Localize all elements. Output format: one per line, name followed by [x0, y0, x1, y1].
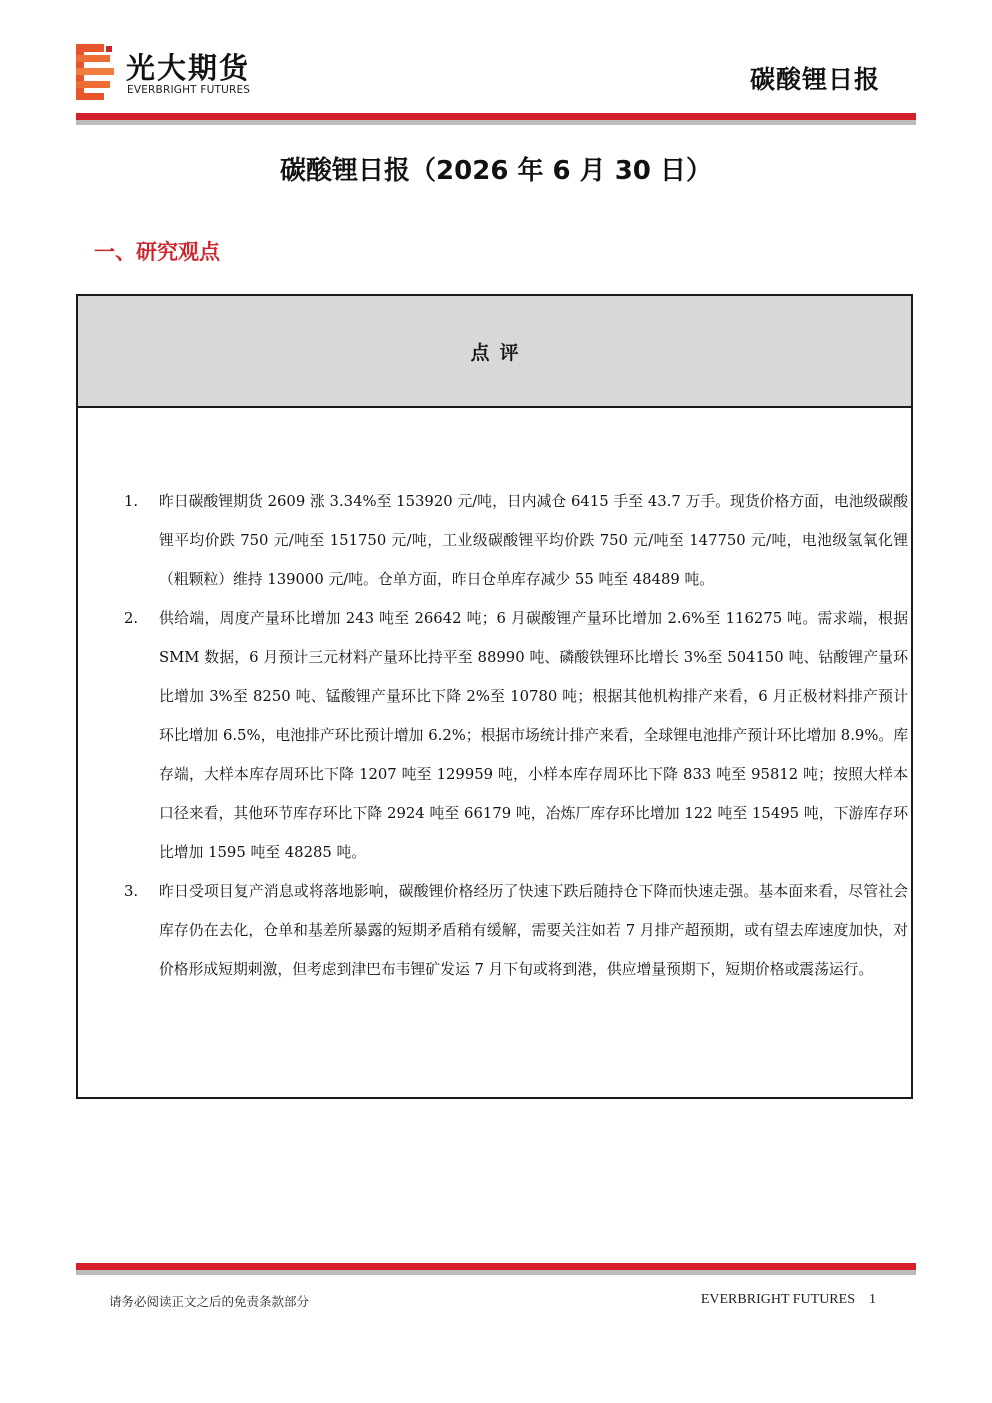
- list-item: [122, 482, 908, 599]
- commentary-box-title: 点评: [470, 341, 529, 364]
- commentary-list: [122, 482, 908, 989]
- brand-logo: [76, 44, 286, 100]
- section-heading: 一、研究观点: [94, 240, 220, 264]
- list-item-number: 2.: [124, 610, 139, 627]
- everbright-logo-icon: [76, 44, 116, 100]
- logo-english-name: EVERBRIGHT FUTURES: [127, 84, 251, 96]
- list-item-text: 昨日受项目复产消息或将落地影响，碳酸锂价格经历了快速下跌后随持仓下降而快速走强。基本面来看，尽管社会库存仍在去化，仓单和基差所暴露的短期矛盾稍有缓解，需要关注如若 7 月排产超预期，或有望去库速度加快，对价格形成短期刺激，但考虑到津巴布韦锂矿发运 7 月下旬或将到港，供应增量预期下，短期价格或震荡运行。: [159, 883, 908, 978]
- footer-brand: EVERBRIGHT FUTURES: [700, 1292, 855, 1307]
- footer-divider: [76, 1263, 916, 1275]
- list-item-number: 1.: [124, 493, 139, 510]
- header-divider: [76, 113, 916, 125]
- page-title: 碳酸锂日报（2026 年 6 月 30 日）: [280, 156, 712, 186]
- report-type-title: 碳酸锂日报: [749, 65, 880, 94]
- page-number: 1: [869, 1292, 876, 1307]
- list-item-text: 昨日碳酸锂期货 2609 涨 3.34%至 153920 元/吨，日内减仓 6415 手至 43.7 万手。现货价格方面，电池级碳酸锂平均价跌 750 元/吨至 151750 元/吨，工业级碳酸锂平均价跌 750 元/吨至 147750 元/吨，电池级氢氧化锂（粗颗粒）维持 139000 元/吨。仓单方面，昨日仓单库存减少 55 吨至 48489 吨。: [159, 493, 908, 588]
- list-item: [122, 872, 908, 989]
- logo-chinese-name: 光大期货: [126, 51, 251, 85]
- footer-disclaimer: 请务必阅读正文之后的免责条款部分: [109, 1294, 310, 1309]
- list-item: [122, 599, 908, 872]
- commentary-box-header: [78, 296, 911, 408]
- list-item-number: 3.: [124, 883, 139, 900]
- footer-brand-page: [701, 1292, 876, 1308]
- commentary-box: [76, 294, 913, 1099]
- list-item-text: 供给端，周度产量环比增加 243 吨至 26642 吨；6 月碳酸锂产量环比增加 2.6%至 116275 吨。需求端，根据 SMM 数据，6 月预计三元材料产量环比持平至 88990 吨、磷酸铁锂环比增长 3%至 504150 吨、钴酸锂产量环比增加 3%至 8250 吨、锰酸锂产量环比下降 2%至 10780 吨；根据其他机构排产来看，6 月正极材料排产预计环比增加 6.5%，电池排产环比预计增加 6.2%；根据市场统计排产来看，全球锂电池排产预计环比增加 8.9%。库存端，大样本库存周环比下降 1207 吨至 129959 吨，小样本库存周环比下降 833 吨至 95812 吨；按照大样本口径来看，其他环节库存环比下降 2924 吨至 66179 吨，冶炼厂库存环比增加 122 吨至 15495 吨，下游库存环比增加 1595 吨至 48285 吨。: [159, 610, 908, 861]
